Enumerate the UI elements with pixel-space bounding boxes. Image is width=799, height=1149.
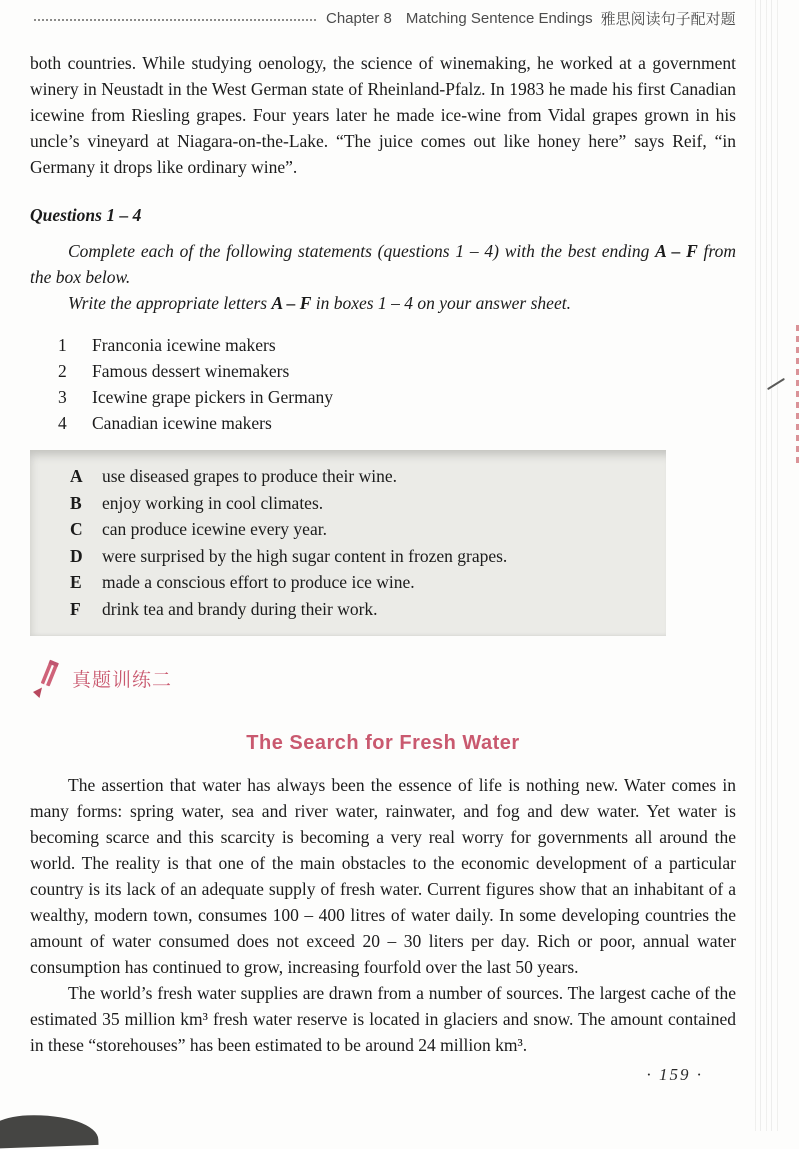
statement-number: 4 <box>58 413 67 433</box>
ending-row <box>30 596 666 623</box>
page-content <box>30 50 736 1058</box>
statement-number: 1 <box>58 335 67 355</box>
passage-paragraph: The assertion that water has always been the essence of life is nothing new. Water comes in many forms: spring water, sea and river water, rainwater, and fog and dew water. Yet water is becoming scarce and this scarcity is becoming a very real worry for governments all around the world. The reality is that one of the main obstacles to the economic development of a particular country is its lack of an adequate supply of fresh water. Current figures show that an inhabitant of a wealthy, modern town, consumes 100 – 400 litres of water daily. In some developing countries the amount of water consumed does not exceed 20 – 30 liters per day. Rich or poor, annual water consumption has continued to grow, increasing fourfold over the last 50 years. <box>30 775 736 977</box>
statements-list <box>30 332 736 436</box>
instruction-2-letters: A – F <box>271 293 312 313</box>
scan-edge-streaks <box>755 0 781 1131</box>
ending-text: made a conscious effort to produce ice wine. <box>102 572 415 592</box>
ending-letter: C <box>70 519 83 539</box>
page-header <box>34 8 767 29</box>
scan-pen-mark <box>767 378 785 390</box>
instruction-1-post: from the box below. <box>30 241 736 287</box>
ending-text: were surprised by the high sugar content in frozen grapes. <box>102 545 508 566</box>
ending-text: use diseased grapes to produce their wine. <box>102 466 397 486</box>
statement-text: Famous dessert winemakers <box>92 361 290 381</box>
statement-text: Icewine grape pickers in Germany <box>92 387 334 407</box>
dotted-leader-line <box>34 19 316 21</box>
pencil-icon <box>30 658 64 704</box>
endings-options-box <box>30 450 666 636</box>
chapter-title-chinese: 雅思阅读句子配对题 <box>600 11 736 28</box>
instruction-1-letters: A – F <box>655 241 698 261</box>
instruction-1-pre: Complete each of the following statements (questions 1 – 4) with the best ending <box>68 241 656 261</box>
passage-continuation-paragraph: both countries. While studying oenology, the science of winemaking, he worked at a government winery in Neustadt in the West German state of Rheinland-Pfalz. In 1983 he made his first Canadian icewine from Riesling grapes. Four years later he made ice-wine from Vidal grapes grown in his uncle’s vineyard at Niagara-on-the-Lake. “The juice comes out like honey here” says Reif, “in Germany it drops like ordinary wine”. <box>30 53 736 177</box>
ending-row <box>30 569 666 596</box>
ending-letter: A <box>70 466 83 486</box>
ending-text: enjoy working in cool climates. <box>102 492 324 513</box>
statement-row <box>30 332 736 358</box>
chapter-label: Chapter 8 <box>326 10 392 27</box>
instruction-2-post: in boxes 1 – 4 on your answer sheet. <box>311 293 571 313</box>
practice-label-text: 真题训练二 <box>72 670 173 691</box>
statement-number: 2 <box>58 361 67 381</box>
ending-letter: F <box>70 598 81 619</box>
practice-section-label <box>30 658 736 704</box>
statement-row <box>30 384 736 410</box>
statement-text: Franconia icewine makers <box>92 335 276 355</box>
ending-row <box>30 490 666 517</box>
ending-text: drink tea and brandy during their work. <box>102 598 378 619</box>
statement-row <box>30 410 736 436</box>
chapter-title-english: Matching Sentence Endings <box>405 10 593 27</box>
page-number: · 159 · <box>646 1065 703 1084</box>
passage-title: The Search for Fresh Water <box>246 732 520 754</box>
instruction-line-2 <box>30 290 736 316</box>
statement-number: 3 <box>58 387 67 407</box>
statement-row <box>30 358 736 384</box>
ending-row <box>30 543 666 570</box>
ending-letter: B <box>70 492 82 513</box>
ending-letter: D <box>70 545 83 566</box>
ending-letter: E <box>70 572 82 592</box>
statement-text: Canadian icewine makers <box>92 413 272 433</box>
ending-row <box>30 516 666 543</box>
questions-heading: Questions 1 – 4 <box>30 205 142 225</box>
ending-row <box>30 463 666 490</box>
ending-text: can produce icewine every year. <box>102 519 327 539</box>
instruction-2-pre: Write the appropriate letters <box>68 293 272 313</box>
instruction-line-1 <box>30 238 736 290</box>
passage-paragraph: The world’s fresh water supplies are drawn from a number of sources. The largest cache of the estimated 35 million km³ fresh water reserve is located in glaciers and snow. The amount contained in these “storehouses” has been estimated to be around 24 million km³. <box>30 983 736 1055</box>
